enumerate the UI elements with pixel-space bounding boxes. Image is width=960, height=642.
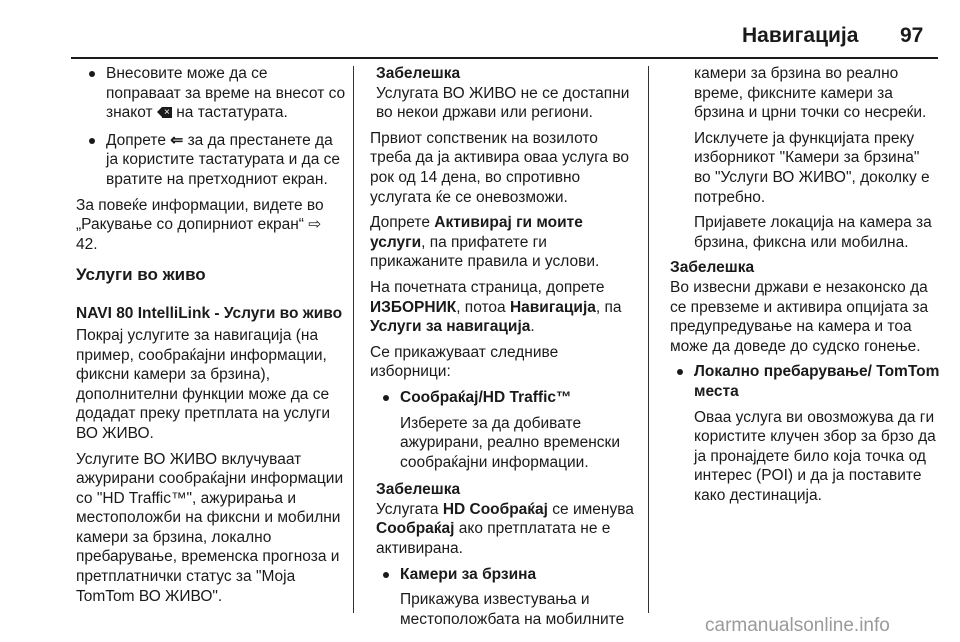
note-block: [664, 258, 940, 356]
page-reference: ⇨ 42.: [76, 216, 322, 253]
page-number: 97: [900, 24, 924, 47]
column-2: [370, 64, 642, 635]
backspace-icon: [157, 107, 172, 118]
note-block: [370, 64, 642, 123]
list-item: Локално пребарување/ TomTom места Оваа услуга ви овозможува да ги користите клучен збор за брзо да ја пронајдете било која точка од интерес (POI) и да ја поставите како дестинација.: [664, 362, 940, 505]
list-item: Сообраќај/HD Traffic™ Изберете за да добивате ажурирани, реално временски сообраќајни информации.: [370, 388, 642, 472]
note-text: Во извесни држави е незаконско да се превземе и активира опцијата за предупредување на камера и тоа може да доведе до судско гонење.: [670, 278, 929, 355]
subheading: NAVI 80 IntelliLink - Услуги во живо: [76, 305, 343, 323]
back-arrow-icon: ⇐: [170, 131, 184, 149]
list-item: Внесовите може да се поправаат за време на внесот со знакот × на тастатурата.: [76, 64, 346, 123]
paragraph: За повеќе информации, видете во „Ракување со допирниот екран“ ⇨ 42.: [76, 196, 324, 253]
note-label: Забелешка: [376, 481, 461, 499]
note-label: Забелешка: [670, 259, 755, 277]
column-3: [664, 64, 940, 511]
note-text: Услугата ВО ЖИВО не се достапни во некои држави или региони.: [376, 84, 630, 122]
list-item: Допрете ⇐ за да престанете да ја користите тастатурата и да се вратите на претходниот екран.: [76, 131, 346, 190]
column-divider-2: [648, 66, 649, 613]
paragraph: Првиот сопственик на возилото треба да ја активира оваа услуга во рок од 14 дена, во спротивно услугата ќе се оневозможи.: [370, 129, 629, 206]
section-heading: Услуги во живо: [76, 265, 206, 285]
watermark: carmanualsonline.info: [705, 615, 890, 636]
list-item-continuation: камери за брзина во реално време, фиксните камери за брзина и црни точки со несреќи. Исклучете ја функцијата преку изборникот "Камери за брзина" во "Услуги ВО ЖИВО", доколку е потребно. Пријавете локација на камера за брзина, фиксна или мобилна.: [694, 65, 932, 251]
note-label: Забелешка: [376, 65, 461, 82]
paragraph: Се прикажуваат следниве изборници:: [370, 343, 559, 381]
paragraph: Покрај услугите за навигација (на пример, сообраќајни информации, фиксни камери за брзина), дополнителни функции може да се додадат преку претплата на услуги ВО ЖИВО.: [76, 326, 331, 442]
column-divider-1: [353, 66, 354, 613]
list-item: Камери за брзина Прикажува известувања и местоположбата на мобилните: [370, 565, 642, 630]
paragraph: На почетната страница, допрете ИЗБОРНИК, потоа Навигација, па Услуги за навигација.: [370, 278, 622, 336]
section-title: Навигација: [742, 24, 859, 47]
paragraph: Допрете Активирај ги моите услуги, па прифатете ги прикажаните правила и услови.: [370, 214, 600, 271]
header-rule: [71, 57, 938, 59]
note-text: Услугата HD Сообраќај се именува Сообраќај ако претплатата не е активирана.: [376, 500, 634, 558]
column-1: [76, 64, 346, 612]
note-block: [370, 480, 642, 558]
page-header: [0, 0, 960, 58]
paragraph: Услугите ВО ЖИВО вклучуваат ажурирани сообраќајни информации со "HD Traffic™", ажурирања и местоположби на фиксни и мобилни камери за брзина, локално пребарување, временска прогноза и претплатнички статус за "Моја TomTom ВО ЖИВО".: [76, 450, 344, 605]
